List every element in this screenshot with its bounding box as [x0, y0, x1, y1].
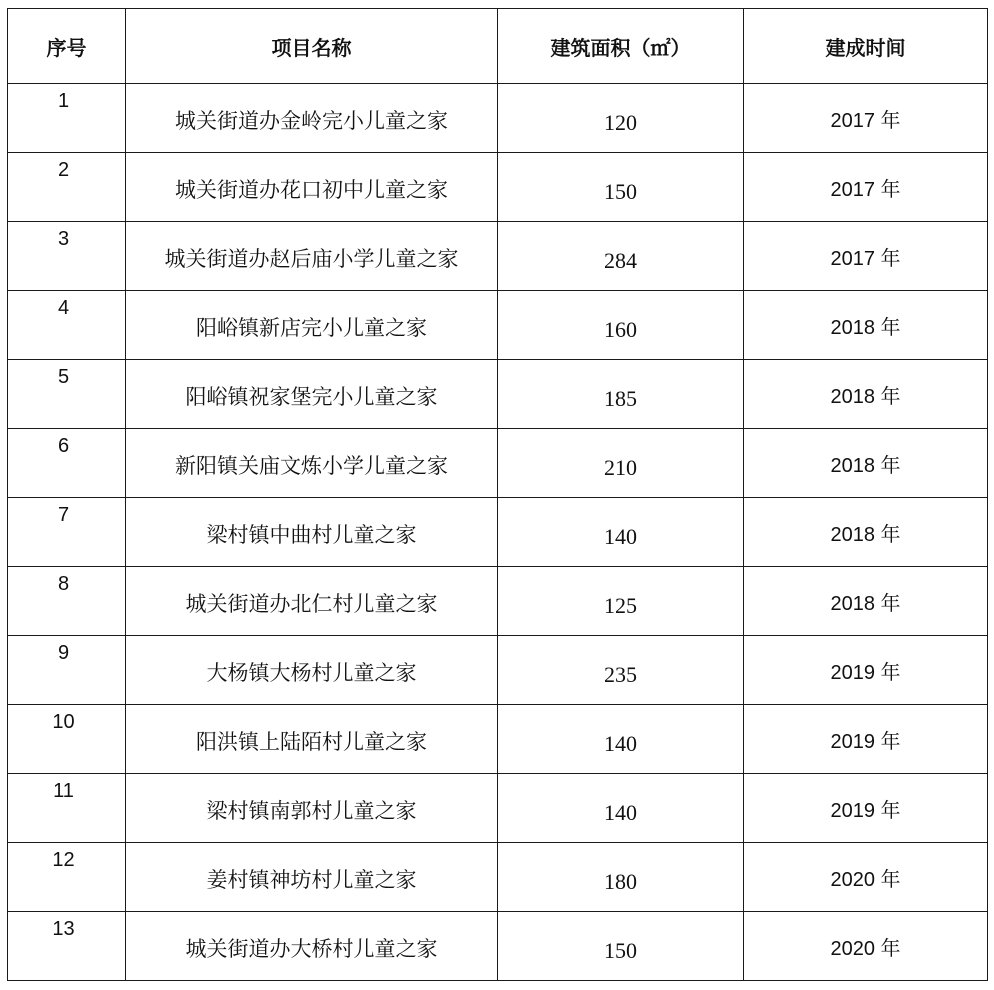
cell-building-area: 180 [498, 843, 744, 912]
cell-building-area: 140 [498, 705, 744, 774]
cell-project-name: 阳洪镇上陆陌村儿童之家 [126, 705, 498, 774]
cell-project-name: 梁村镇中曲村儿童之家 [126, 498, 498, 567]
header-name: 项目名称 [126, 9, 498, 84]
cell-number: 5 [8, 360, 126, 429]
cell-completion-year: 2018 年 [744, 429, 988, 498]
table-row [8, 636, 988, 705]
cell-project-name: 阳峪镇祝家堡完小儿童之家 [126, 360, 498, 429]
cell-number: 4 [8, 291, 126, 360]
cell-building-area: 185 [498, 360, 744, 429]
cell-completion-year: 2020 年 [744, 912, 988, 981]
header-row [8, 9, 988, 84]
table-row [8, 222, 988, 291]
cell-project-name: 城关街道办赵后庙小学儿童之家 [126, 222, 498, 291]
table-row [8, 774, 988, 843]
cell-building-area: 210 [498, 429, 744, 498]
cell-project-name: 城关街道办大桥村儿童之家 [126, 912, 498, 981]
cell-number: 9 [8, 636, 126, 705]
cell-project-name: 城关街道办花口初中儿童之家 [126, 153, 498, 222]
cell-completion-year: 2018 年 [744, 567, 988, 636]
cell-number: 10 [8, 705, 126, 774]
table-row [8, 843, 988, 912]
cell-number: 7 [8, 498, 126, 567]
cell-number: 11 [8, 774, 126, 843]
cell-completion-year: 2019 年 [744, 636, 988, 705]
cell-building-area: 284 [498, 222, 744, 291]
table-row [8, 360, 988, 429]
cell-completion-year: 2017 年 [744, 84, 988, 153]
table-row [8, 291, 988, 360]
cell-number: 12 [8, 843, 126, 912]
cell-building-area: 140 [498, 498, 744, 567]
table-row [8, 429, 988, 498]
cell-project-name: 城关街道办金岭完小儿童之家 [126, 84, 498, 153]
table-row [8, 705, 988, 774]
project-table [7, 8, 988, 981]
table-row [8, 912, 988, 981]
cell-project-name: 梁村镇南郭村儿童之家 [126, 774, 498, 843]
cell-completion-year: 2019 年 [744, 705, 988, 774]
cell-project-name: 姜村镇神坊村儿童之家 [126, 843, 498, 912]
cell-building-area: 120 [498, 84, 744, 153]
table-header [8, 9, 988, 84]
cell-number: 8 [8, 567, 126, 636]
cell-project-name: 阳峪镇新店完小儿童之家 [126, 291, 498, 360]
table-row [8, 498, 988, 567]
cell-completion-year: 2017 年 [744, 153, 988, 222]
cell-project-name: 城关街道办北仁村儿童之家 [126, 567, 498, 636]
cell-completion-year: 2018 年 [744, 360, 988, 429]
cell-project-name: 新阳镇关庙文炼小学儿童之家 [126, 429, 498, 498]
table-body [8, 84, 988, 981]
cell-project-name: 大杨镇大杨村儿童之家 [126, 636, 498, 705]
cell-completion-year: 2017 年 [744, 222, 988, 291]
cell-completion-year: 2018 年 [744, 291, 988, 360]
cell-number: 2 [8, 153, 126, 222]
cell-completion-year: 2020 年 [744, 843, 988, 912]
cell-number: 6 [8, 429, 126, 498]
cell-building-area: 140 [498, 774, 744, 843]
cell-building-area: 160 [498, 291, 744, 360]
cell-building-area: 150 [498, 153, 744, 222]
cell-building-area: 150 [498, 912, 744, 981]
table-row [8, 153, 988, 222]
cell-completion-year: 2018 年 [744, 498, 988, 567]
cell-building-area: 235 [498, 636, 744, 705]
header-no: 序号 [8, 9, 126, 84]
cell-completion-year: 2019 年 [744, 774, 988, 843]
table-row [8, 84, 988, 153]
cell-building-area: 125 [498, 567, 744, 636]
table-row [8, 567, 988, 636]
cell-number: 13 [8, 912, 126, 981]
header-area: 建筑面积（㎡） [498, 9, 744, 84]
header-year: 建成时间 [744, 9, 988, 84]
cell-number: 3 [8, 222, 126, 291]
cell-number: 1 [8, 84, 126, 153]
